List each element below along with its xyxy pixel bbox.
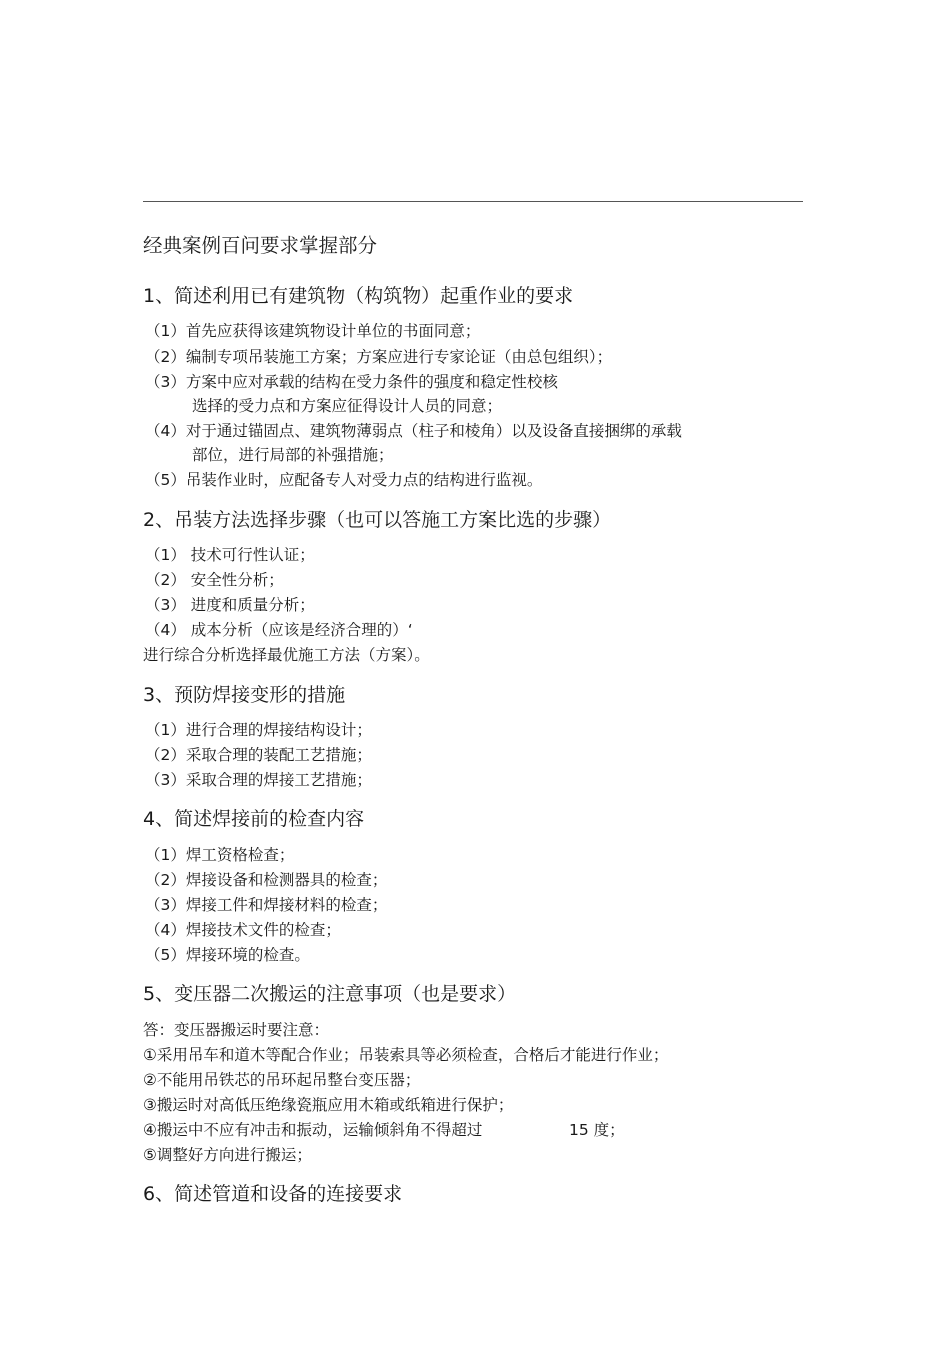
list-item: ②不能用吊铁芯的吊环起吊整台变压器； xyxy=(143,1071,421,1089)
section-heading-6: 6、简述管道和设备的连接要求 xyxy=(143,1183,403,1205)
list-item: （2）焊接设备和检测器具的检查； xyxy=(145,871,388,889)
list-item: （1）进行合理的焊接结构设计； xyxy=(145,721,372,739)
list-item-continuation: 部位，进行局部的补强措施； xyxy=(192,446,394,464)
list-item: （5）吊装作业时，应配备专人对受力点的结构进行监视。 xyxy=(145,471,543,489)
list-item: （2）采取合理的装配工艺措施； xyxy=(145,746,372,764)
list-item: （4）对于通过锚固点、建筑物薄弱点（柱子和棱角）以及设备直接捆绑的承载 xyxy=(145,422,682,440)
list-item: （3）方案中应对承载的结构在受力条件的强度和稳定性校核 xyxy=(145,373,558,391)
section-heading-4: 4、简述焊接前的检查内容 xyxy=(143,808,365,830)
list-item: （1）首先应获得该建筑物设计单位的书面同意； xyxy=(145,322,481,340)
list-item-tail: 15 度； xyxy=(569,1121,625,1139)
list-item: ④搬运中不应有冲击和振动，运输倾斜角不得超过 xyxy=(143,1121,483,1139)
list-item: （3）焊接工件和焊接材料的检查； xyxy=(145,896,388,914)
list-item-continuation: 选择的受力点和方案应征得设计人员的同意； xyxy=(192,397,503,415)
list-item: （2） 安全性分析； xyxy=(145,571,284,589)
summary-line: 进行综合分析选择最优施工方法（方案）。 xyxy=(143,646,430,664)
list-item: （1）焊工资格检查； xyxy=(145,846,295,864)
list-item: ③搬运时对高低压绝缘瓷瓶应用木箱或纸箱进行保护； xyxy=(143,1096,514,1114)
list-item: ①采用吊车和道木等配合作业；吊装索具等必须检查，合格后才能进行作业； xyxy=(143,1046,669,1064)
list-item: （5）焊接环境的检查。 xyxy=(145,946,310,964)
section-heading-3: 3、预防焊接变形的措施 xyxy=(143,684,346,706)
section-heading-2: 2、吊装方法选择步骤（也可以答施工方案比选的步骤） xyxy=(143,509,612,531)
answer-intro: 答：变压器搬运时要注意： xyxy=(143,1021,330,1039)
list-item: （1） 技术可行性认证； xyxy=(145,546,315,564)
list-item: （3）采取合理的焊接工艺措施； xyxy=(145,771,372,789)
list-item: （3） 进度和质量分析； xyxy=(145,596,315,614)
document-title: 经典案例百问要求掌握部分 xyxy=(143,234,378,257)
list-item: （2）编制专项吊装施工方案；方案应进行专家论证（由总包组织）； xyxy=(145,348,613,366)
section-heading-1: 1、简述利用已有建筑物（构筑物）起重作业的要求 xyxy=(143,285,574,307)
list-item: ⑤调整好方向进行搬运； xyxy=(143,1146,312,1164)
section-heading-5: 5、变压器二次搬运的注意事项（也是要求） xyxy=(143,983,517,1005)
list-item: （4）焊接技术文件的检查； xyxy=(145,921,341,939)
header-rule xyxy=(143,201,803,202)
list-item: （4） 成本分析（应该是经济合理的）‘ xyxy=(145,621,413,639)
